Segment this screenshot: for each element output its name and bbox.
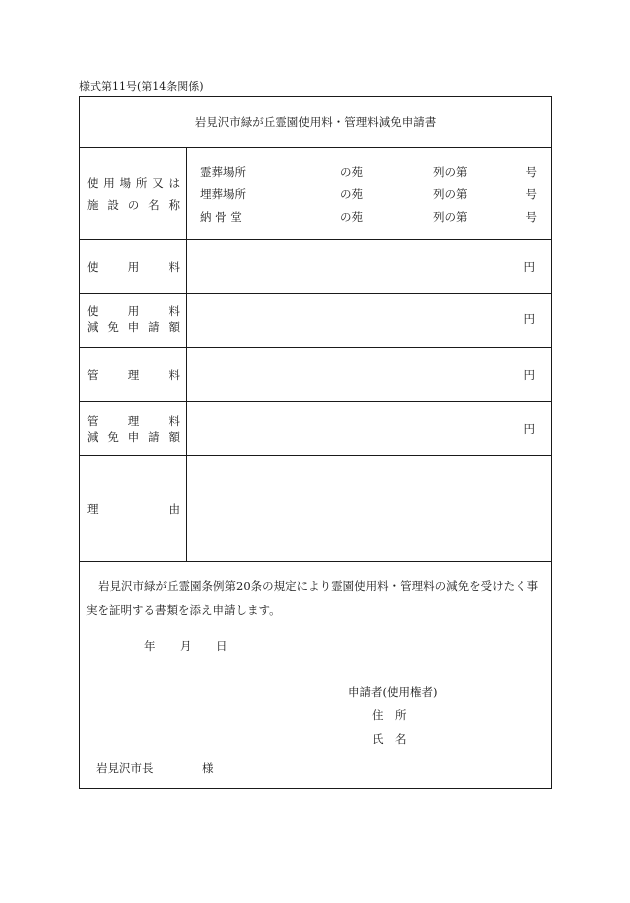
usage-fee-row	[80, 239, 551, 294]
place-label	[80, 147, 187, 239]
usage-fee-label: 使 用 料	[80, 239, 187, 293]
management-fee-unit: 円	[523, 368, 535, 382]
place-line-interment-plot[interactable]: 埋葬場所 の苑 列の第 号	[200, 187, 537, 201]
management-reduction-label: 管 理 料 減 免 申 請 額	[80, 401, 187, 455]
usage-reduction-label: 使 用 料 減 免 申 請 額	[80, 293, 187, 347]
applicant-address-label: 住 所	[372, 708, 407, 722]
date-day: 日	[216, 639, 228, 653]
usage-fee-unit: 円	[523, 260, 535, 274]
applicant-name-label: 氏 名	[372, 732, 407, 746]
place-line-ossuary[interactable]: 納 骨 堂 の苑 列の第 号	[200, 210, 537, 224]
statement	[80, 574, 551, 622]
management-fee-row	[80, 347, 551, 402]
management-reduction-row	[80, 401, 551, 456]
statement-line-1: 岩見沢市緑が丘霊園条例第20条の規定により霊園使用料・管理料の減免を受けたく事	[98, 579, 539, 593]
management-fee-label: 管 理 料	[80, 347, 187, 401]
addressee-honorific: 様	[202, 761, 214, 775]
date-year: 年	[144, 639, 156, 653]
statement-line-2: 実を証明する書類を添え申請します。	[86, 603, 281, 617]
application-form	[79, 96, 552, 789]
place-row	[80, 147, 551, 240]
usage-reduction-row	[80, 293, 551, 348]
date-month: 月	[180, 639, 192, 653]
place-label-line2: 施 設 の 名 称	[87, 198, 180, 212]
place-line-burial-plot[interactable]: 霊葬場所 の苑 列の第 号	[200, 165, 537, 179]
applicant-heading: 申請者(使用権者)	[348, 685, 438, 699]
usage-reduction-unit: 円	[523, 312, 535, 326]
management-reduction-unit: 円	[523, 422, 535, 436]
addressee-office: 岩見沢市長	[96, 761, 154, 775]
form-title: 岩見沢市緑が丘霊園使用料・管理料減免申請書	[80, 97, 551, 148]
reason-label: 理 由	[80, 455, 187, 561]
reason-row	[80, 455, 551, 562]
form-number: 様式第11号(第14条関係)	[79, 80, 204, 93]
place-label-line1: 使 用 場 所 又 は	[87, 176, 180, 190]
